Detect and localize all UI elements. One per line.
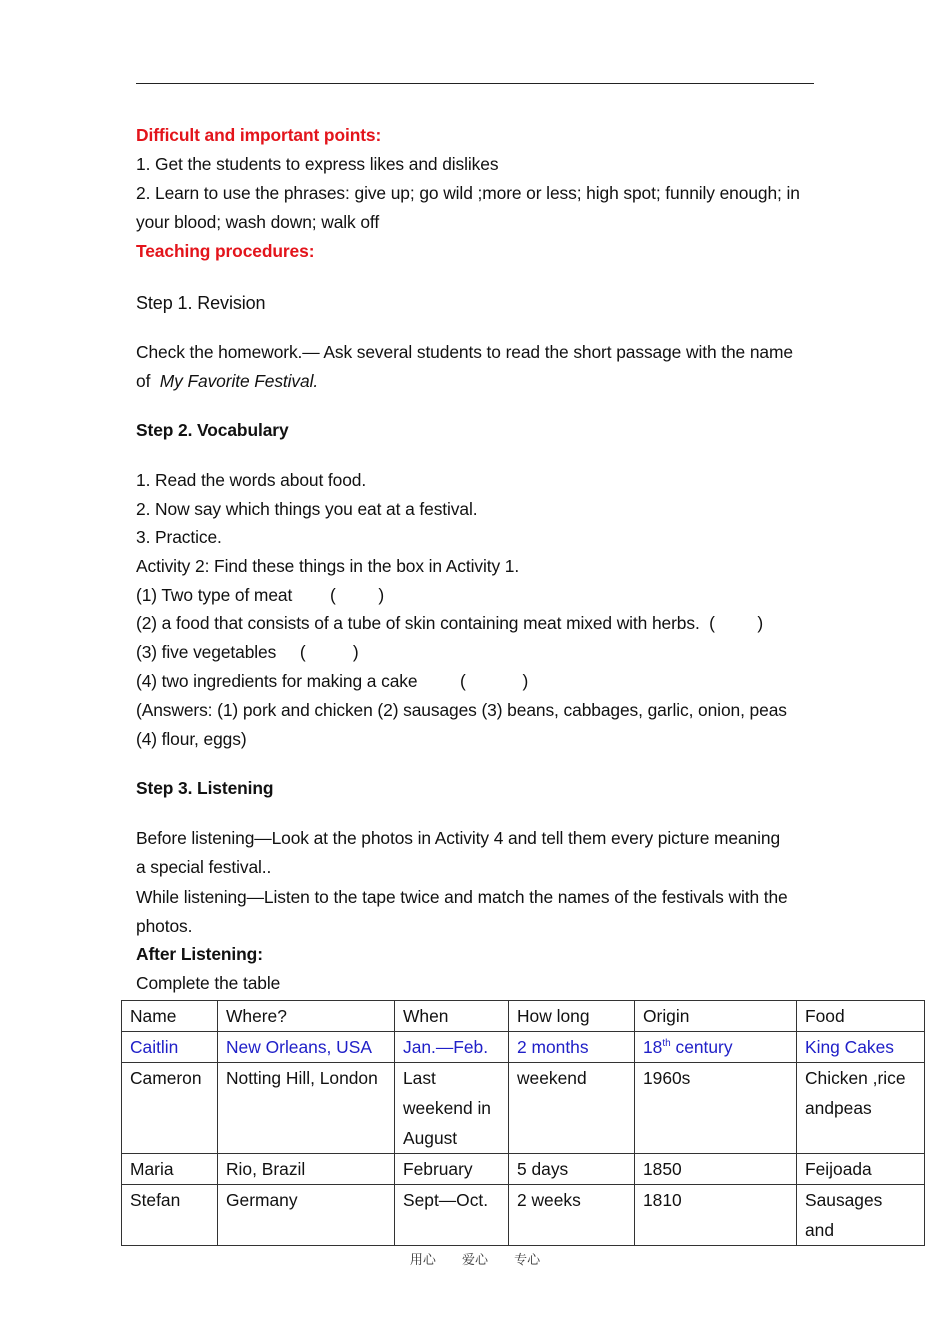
cell-name: Cameron [122, 1063, 218, 1154]
header-cell: Origin [635, 1001, 797, 1032]
step1-line2-prefix: of [136, 371, 156, 391]
cell-food: Feijoada [797, 1154, 925, 1185]
step2-line: 1. Read the words about food. [136, 470, 367, 490]
step2-title: Step 2. Vocabulary [136, 420, 289, 440]
step1-line2 [136, 371, 318, 391]
teaching-procedures-heading: Teaching procedures: [136, 241, 315, 261]
cell-origin: 1810 [635, 1185, 797, 1246]
difficult-points-heading: Difficult and important points: [136, 125, 382, 145]
step1-line1: Check the homework.— Ask several students to read the short passage with the name [136, 342, 793, 362]
origin-number: 18 [643, 1037, 663, 1057]
cell-when: Last weekend in August [395, 1063, 509, 1154]
activity2-answers-cont: (4) flour, eggs) [136, 729, 247, 749]
table-row [122, 1154, 925, 1185]
origin-ordinal: th [662, 1038, 671, 1049]
cell-how-long: 2 weeks [509, 1185, 635, 1246]
difficult-point-1: 1. Get the students to express likes and dislikes [136, 154, 499, 174]
activity2-answers: (Answers: (1) pork and chicken (2) sausages (3) beans, cabbages, garlic, onion, peas [136, 700, 787, 720]
cell-origin: 1850 [635, 1154, 797, 1185]
while-listening-cont: photos. [136, 916, 193, 936]
table-row [122, 1185, 925, 1246]
activity2-item-2: (2) a food that consists of a tube of skin containing meat mixed with herbs. ( ) [136, 613, 764, 633]
cell-food: Chicken ,rice andpeas [797, 1063, 925, 1154]
cell-when: February [395, 1154, 509, 1185]
cell-name: Stefan [122, 1185, 218, 1246]
cell-food: Sausages and [797, 1185, 925, 1246]
before-listening-cont: a special festival.. [136, 857, 272, 877]
header-cell: Where? [218, 1001, 395, 1032]
cell-how-long: 5 days [509, 1154, 635, 1185]
after-listening-heading: After Listening: [136, 944, 263, 964]
step1-title: Step 1. Revision [136, 293, 266, 313]
complete-table-instruction: Complete the table [136, 973, 281, 993]
activity2-item-4: (4) two ingredients for making a cake ( ) [136, 671, 529, 691]
difficult-point-2: 2. Learn to use the phrases: give up; go wild ;more or less; high spot; funnily enough; in [136, 183, 800, 203]
header-cell: Food [797, 1001, 925, 1032]
before-listening: Before listening—Look at the photos in Activity 4 and tell them every picture meaning [136, 828, 781, 848]
cell-where: Rio, Brazil [218, 1154, 395, 1185]
table-row [122, 1063, 925, 1154]
cell-name: Maria [122, 1154, 218, 1185]
activity2-item-3: (3) five vegetables ( ) [136, 642, 359, 662]
cell-where: Germany [218, 1185, 395, 1246]
cell-when: Sept—Oct. [395, 1185, 509, 1246]
step2-line: 2. Now say which things you eat at a festival. [136, 499, 478, 519]
activity2-item-1: (1) Two type of meat ( ) [136, 585, 385, 605]
header-cell: When [395, 1001, 509, 1032]
cell-where: Notting Hill, London [218, 1063, 395, 1154]
activity2-instruction: Activity 2: Find these things in the box in Activity 1. [136, 556, 520, 576]
festival-title: My Favorite Festival. [159, 371, 319, 391]
page-footer: 用心 爱心 专心 [409, 1253, 541, 1268]
header-cell: How long [509, 1001, 635, 1032]
cell-name: Caitlin [122, 1032, 218, 1063]
cell-how-long: weekend [509, 1063, 635, 1154]
cell-origin: 1960s [635, 1063, 797, 1154]
cell-when: Jan.—Feb. [395, 1032, 509, 1063]
table-row [122, 1032, 925, 1063]
table-header-row [122, 1001, 925, 1032]
cell-how-long: 2 months [509, 1032, 635, 1063]
cell-where: New Orleans, USA [218, 1032, 395, 1063]
header-cell: Name [122, 1001, 218, 1032]
difficult-point-2-cont: your blood; wash down; walk off [136, 212, 380, 232]
header-rule [136, 83, 814, 84]
festival-table [121, 1000, 925, 1246]
step2-line: 3. Practice. [136, 527, 222, 547]
origin-suffix: century [670, 1037, 733, 1057]
while-listening: While listening—Listen to the tape twice and match the names of the festivals with the [136, 887, 788, 907]
cell-origin [635, 1032, 797, 1063]
step3-title: Step 3. Listening [136, 778, 274, 798]
cell-food: King Cakes [797, 1032, 925, 1063]
